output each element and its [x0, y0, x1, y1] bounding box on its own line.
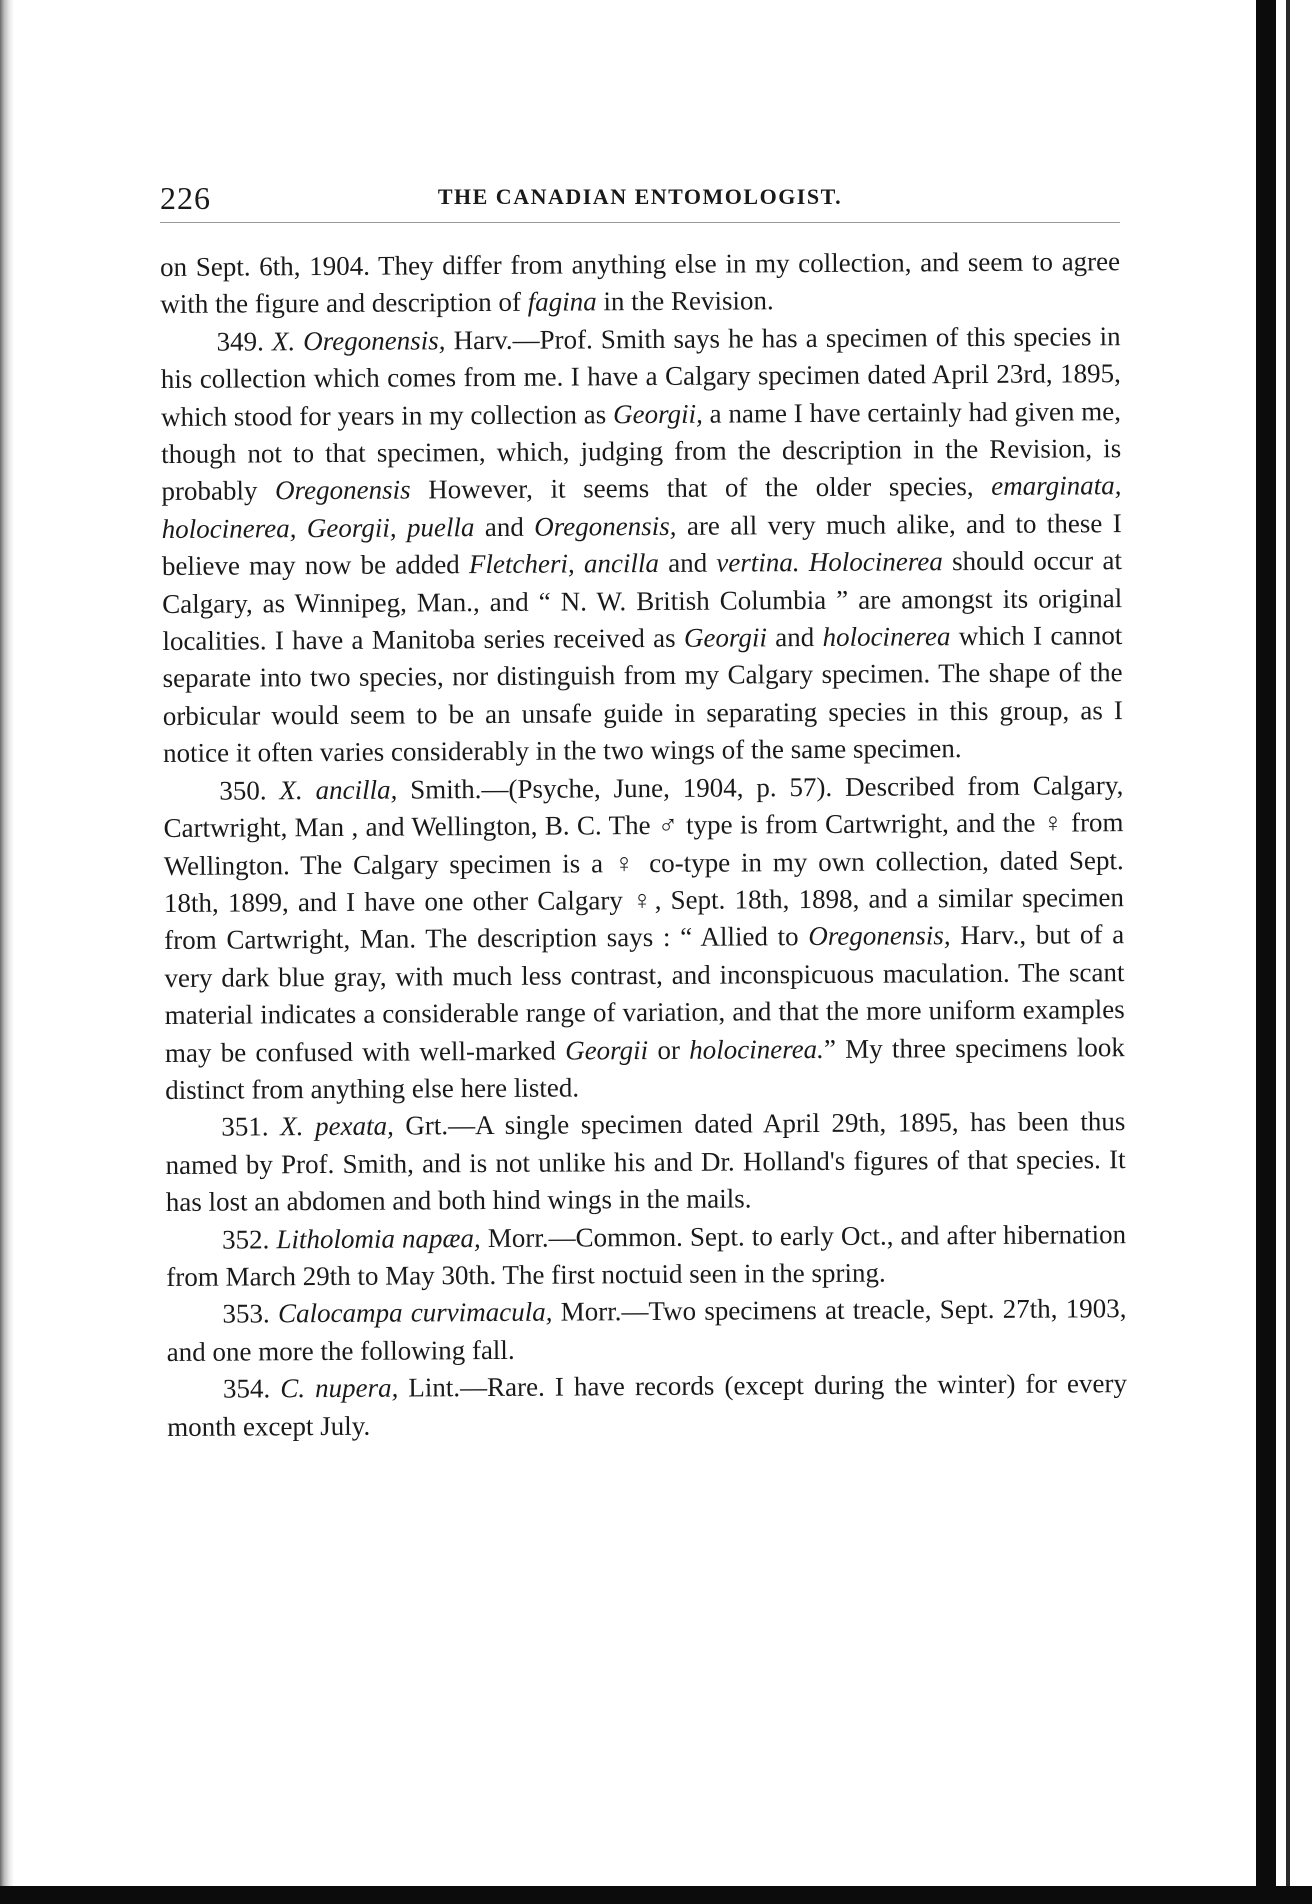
italic-text: vertina. Holocinerea	[716, 546, 943, 578]
italic-text: C. nupera,	[280, 1372, 399, 1404]
italic-text: X. ancilla,	[279, 774, 398, 805]
text-run: are all very much alike, and to these I believe may now be added	[161, 507, 1122, 582]
paragraph	[166, 1216, 1126, 1297]
italic-text: Oregonensis,	[808, 920, 951, 952]
text-run: and	[474, 511, 535, 542]
text-run: in the Revision.	[596, 285, 774, 317]
text-run: or	[648, 1034, 690, 1065]
italic-text: Georgii	[565, 1034, 649, 1066]
italic-text: Oregonensis	[275, 474, 411, 506]
text-run: should occur at Calgary, as Winnipeg, Man., and “ N. W. British Columbia ” are amongst its original localities. I have a Manitoba series received as	[162, 545, 1123, 657]
text-run: and	[658, 547, 717, 579]
italic-text: holocinerea.	[689, 1033, 824, 1065]
text-run: and	[766, 622, 823, 653]
journal-title: THE CANADIAN ENTOMOLOGIST.	[437, 184, 843, 209]
scan-right-border-bar	[1256, 0, 1276, 1904]
text-run: Harv.—Prof. Smith says he has a specimen of this species in his collection which comes from me. I have a Calgary specimen dated April 23rd, 1895, which stood for years in my collection as	[160, 320, 1121, 432]
italic-text: Georgii	[683, 622, 768, 653]
text-run: However, it seems that of the older species,	[410, 471, 992, 505]
document-page	[160, 170, 1128, 1446]
scan-right-border	[1242, 0, 1312, 1904]
text-run: which I cannot separate into two species, nor distinguish from my Calgary specimen. The shape of the orbicular would seem to be an unsafe guide in separating species in this group, as I notice it often varies considerably in the two wings of the same specimen.	[162, 620, 1123, 769]
text-run: 352.	[221, 1223, 277, 1255]
text-run: on Sept. 6th, 1904. They differ from anything else in my collection, and seem to agree with the figure and description of	[160, 246, 1121, 320]
scan-bottom-border	[0, 1886, 1312, 1904]
text-run: Morr.—Two specimens at treacle, Sept. 27th, 1903, and one more the following fall.	[166, 1293, 1127, 1367]
text-run: 350.	[219, 774, 280, 806]
text-run: a name I have certainly had given me, though not to that specimen, which, judging from the description in the Revision, is probably	[161, 395, 1122, 507]
italic-text: holocinerea	[822, 621, 951, 653]
paragraph	[163, 767, 1125, 1110]
body-text	[160, 243, 1127, 1446]
paragraph	[160, 243, 1120, 324]
paragraph	[160, 318, 1123, 773]
text-run: ” My three specimens look distinct from anything else here listed.	[165, 1031, 1125, 1105]
text-run: Lint.—Rare. I have records (except during the winter) for every month except July.	[167, 1368, 1128, 1442]
text-run: 351.	[221, 1111, 281, 1142]
page-left-edge-shadow	[0, 0, 14, 1904]
running-head	[160, 170, 1120, 223]
text-run: Morr.—Common. Sept. to early Oct., and after hibernation from March 29th to May 30th. The first noctuid seen in the spring.	[166, 1218, 1127, 1292]
scan-right-border-line	[1286, 0, 1290, 1904]
page-number: 226	[160, 180, 211, 216]
italic-text: Oregonensis,	[534, 510, 677, 542]
text-run: 354.	[222, 1373, 281, 1404]
italic-text: emarginata, holocinerea, Georgii, puella	[161, 470, 1122, 544]
text-run: Smith.—(Psyche, June, 1904, p. 57). Described from Calgary, Cartwright, Man , and Wellington, B. C. The ♂ type is from Cartwright, and the ♀ from Wellington. The Calgary specimen is a ♀ co-type in my own collection, dated Sept. 18th, 1899, and I have one other Calgary ♀, Sept. 18th, 1898, and a similar specimen from Cartwright, Man. The description says : “ Allied to	[163, 769, 1125, 956]
italic-text: X. pexata,	[280, 1110, 394, 1142]
italic-text: X. Oregonensis,	[271, 325, 446, 357]
paragraph	[165, 1103, 1126, 1221]
italic-text: Litholomia napæa,	[276, 1222, 481, 1254]
italic-text: Fletcheri, ancilla	[468, 548, 660, 580]
paragraph	[166, 1290, 1126, 1371]
italic-text: Georgii,	[612, 398, 703, 429]
text-run: 353.	[222, 1298, 279, 1330]
paragraph	[167, 1365, 1127, 1446]
text-run: Harv., but of a very dark blue gray, with much less contrast, and inconspicuous maculation. The scant material indicates a considerable range of variation, and that the more uniform examples may be confused with well-marked	[164, 919, 1125, 1068]
text-run: 349.	[216, 326, 273, 357]
italic-text: Calocampa curvimacula,	[277, 1296, 553, 1329]
text-run: Grt.—A single specimen dated April 29th, 1895, has been thus named by Prof. Smith, and is not unlike his and Dr. Holland's figures of that species. It has lost an abdomen and both hind wings in the mails.	[165, 1106, 1126, 1218]
italic-text: fagina	[527, 286, 597, 318]
